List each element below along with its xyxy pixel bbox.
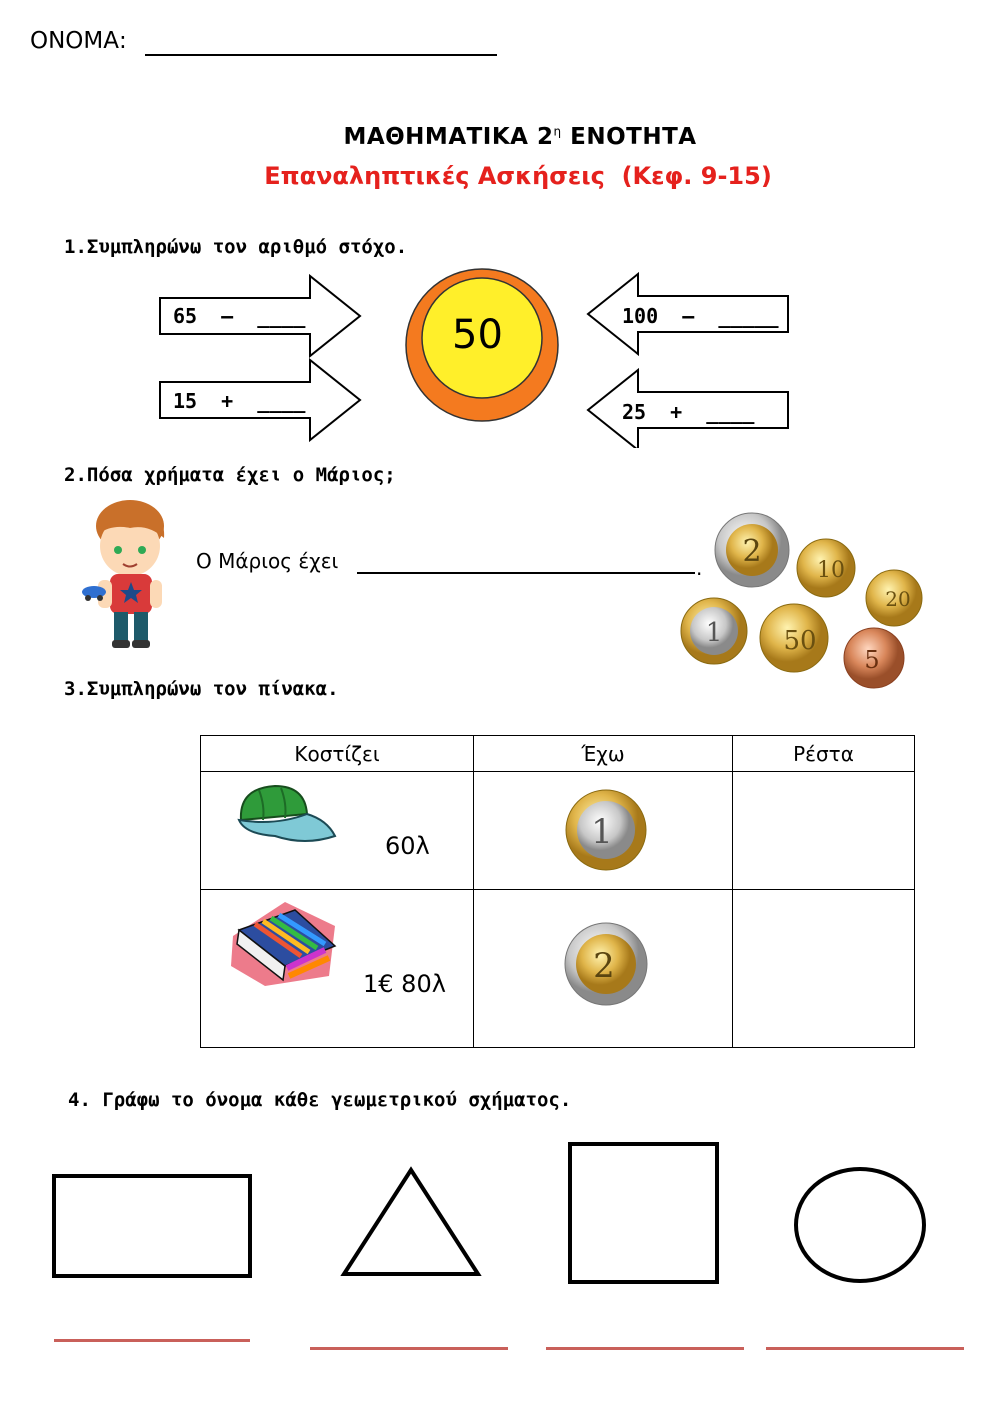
coin-50-cent-icon — [760, 604, 828, 672]
circle-icon — [796, 1169, 924, 1281]
table-row — [201, 772, 915, 890]
mario-sentence: Ο Μάριος έχει — [196, 549, 339, 573]
coin-1-label: 1 — [705, 618, 723, 648]
change-cell[interactable] — [733, 890, 915, 1048]
shape-answer-line-4[interactable] — [766, 1347, 964, 1350]
name-label: ΟΝΟΜΑ: — [30, 28, 127, 54]
coin-1-table-label: 1 — [591, 812, 613, 852]
change-cell[interactable] — [733, 772, 915, 890]
question-2-heading: 2.Πόσα χρήματα έχει ο Μάριος; — [64, 464, 396, 486]
page-title: ΜΑΘΗΜΑΤΙΚΑ $2^\eta$ ΕΝΟΤΗΤΑ — [343, 124, 697, 150]
coin-2-euro-icon — [562, 920, 650, 1008]
coin-20-label: 20 — [885, 587, 911, 611]
mario-sentence-end: . — [696, 556, 703, 580]
table-row — [201, 890, 915, 1048]
triangle-icon — [344, 1170, 478, 1274]
column-header-cost: Κοστίζει — [201, 736, 474, 772]
have-cell — [474, 772, 733, 890]
column-header-have: Έχω — [474, 736, 733, 772]
cap-icon — [235, 780, 340, 850]
change-table — [200, 735, 915, 1048]
cost-cell — [201, 772, 474, 890]
shape-answer-line-1[interactable] — [54, 1339, 250, 1342]
question-1-heading: 1.Συμπληρώνω τον αριθμό στόχο. — [64, 236, 408, 258]
coin-2-table-label: 2 — [593, 946, 615, 986]
boy-icon — [78, 494, 178, 654]
question-3-heading: 3.Συμπληρώνω τον πίνακα. — [64, 678, 339, 700]
question-4-heading: 4. Γράφω το όνομα κάθε γεωμετρικού σχήματος. — [68, 1089, 572, 1111]
target-number: 50 — [452, 312, 503, 358]
coins-group — [676, 510, 936, 695]
page-subtitle: Επαναληπτικές Ασκήσεις (Κεφ. 9-15) — [264, 162, 772, 190]
coin-10-label: 10 — [817, 558, 845, 583]
arrow-text-1[interactable]: 65 – ____ — [173, 304, 306, 328]
arrow-text-4[interactable]: 25 + ____ — [622, 400, 755, 424]
square-icon — [570, 1144, 717, 1282]
have-cell — [474, 890, 733, 1048]
shape-answer-line-2[interactable] — [310, 1347, 508, 1350]
shape-answer-line-3[interactable] — [546, 1347, 744, 1350]
coin-5-cent-icon — [844, 628, 904, 688]
coin-1-euro-icon — [562, 788, 650, 872]
arrow-text-3[interactable]: 100 – _____ — [622, 304, 779, 328]
name-input-line[interactable] — [145, 54, 497, 56]
coin-20-cent-icon — [866, 570, 922, 626]
coin-50-label: 50 — [783, 626, 817, 656]
coin-10-cent-icon — [797, 539, 855, 597]
crayons-icon — [225, 896, 345, 991]
coin-2-label: 2 — [742, 534, 762, 569]
cost-cell — [201, 890, 474, 1048]
coin-1-euro-icon — [681, 598, 747, 664]
price-cap: 60λ — [385, 832, 430, 860]
arrow-text-2[interactable]: 15 + ____ — [173, 389, 306, 413]
price-crayons: 1€ 80λ — [363, 970, 446, 998]
table-header-row — [201, 736, 915, 772]
shapes-row — [0, 1130, 1000, 1370]
coin-2-euro-icon — [715, 513, 789, 587]
mario-answer-line[interactable] — [357, 572, 695, 574]
coin-5-label: 5 — [864, 646, 880, 674]
rectangle-icon — [54, 1176, 250, 1276]
column-header-change: Ρέστα — [733, 736, 915, 772]
